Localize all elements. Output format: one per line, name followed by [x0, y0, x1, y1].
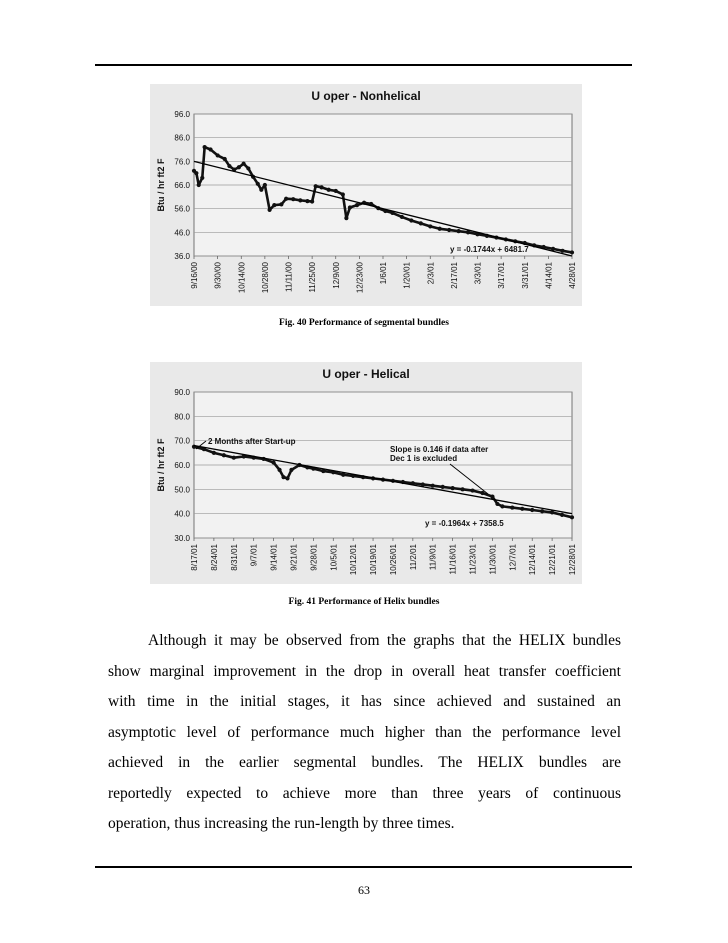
data-point: [460, 487, 464, 491]
data-point: [272, 203, 276, 207]
data-point: [227, 164, 231, 168]
data-point: [242, 162, 246, 166]
chart-nonhelical: [150, 84, 582, 306]
x-tick-label: 1/20/01: [402, 262, 412, 289]
top-rule: [95, 64, 632, 66]
data-point: [310, 199, 314, 203]
bottom-rule: [95, 866, 632, 868]
x-tick-label: 2/17/01: [449, 262, 459, 289]
data-point: [216, 153, 220, 157]
data-point: [237, 165, 241, 169]
data-point: [334, 189, 338, 193]
x-tick-label: 2/3/01: [426, 262, 436, 285]
data-point: [480, 491, 484, 495]
data-point: [447, 228, 451, 232]
y-tick-label: 46.0: [174, 228, 190, 238]
data-point: [285, 476, 289, 480]
data-point: [263, 183, 267, 187]
data-point: [279, 202, 283, 206]
data-point: [344, 216, 348, 220]
x-tick-label: 11/16/01: [448, 544, 458, 575]
data-point: [208, 147, 212, 151]
data-point: [540, 509, 544, 513]
x-tick-label: 12/21/01: [548, 544, 558, 576]
x-tick-label: 12/14/01: [528, 544, 538, 576]
data-point: [222, 453, 226, 457]
data-point: [259, 188, 263, 192]
data-point: [560, 249, 564, 253]
data-point: [470, 488, 474, 492]
y-axis-label: Btu / hr ft2 F: [156, 438, 166, 492]
x-tick-label: 12/28/01: [568, 544, 577, 576]
x-tick-label: 10/12/01: [349, 544, 359, 576]
data-point: [520, 507, 524, 511]
x-tick-label: 9/21/01: [289, 544, 299, 571]
data-point: [500, 504, 504, 508]
x-tick-label: 1/6/01: [379, 262, 388, 285]
data-point: [281, 475, 285, 479]
x-tick-label: 12/23/00: [355, 262, 365, 294]
data-point: [284, 197, 288, 201]
trendline-equation: y = -0.1964x + 7358.5: [425, 519, 504, 528]
x-tick-label: 11/9/01: [428, 544, 438, 571]
chart-title: U oper - Helical: [322, 367, 410, 381]
x-tick-label: 12/7/01: [508, 544, 518, 571]
x-tick-label: 8/24/01: [209, 544, 219, 571]
data-point: [560, 513, 564, 517]
data-point: [451, 486, 455, 490]
data-point: [271, 460, 275, 464]
x-tick-label: 11/2/01: [408, 544, 418, 571]
y-tick-label: 40.0: [174, 509, 190, 519]
data-point: [438, 227, 442, 231]
x-tick-label: 11/25/00: [308, 262, 318, 293]
paragraph-line: show marginal improvement in the drop in overall heat transfer coefficient: [108, 662, 621, 680]
y-tick-label: 76.0: [174, 157, 190, 167]
x-tick-label: 3/31/01: [520, 262, 530, 289]
y-tick-label: 90.0: [174, 388, 190, 397]
paragraph-line: operation, thus increasing the run-length by three times.: [108, 815, 455, 832]
y-tick-label: 50.0: [174, 485, 190, 495]
chart-nonhelical-svg: [150, 84, 582, 306]
chart-helical: [150, 362, 582, 584]
x-tick-label: 9/30/00: [213, 262, 223, 289]
data-point: [223, 157, 227, 161]
y-tick-label: 86.0: [174, 133, 190, 143]
paragraph-line: asymptotic level of performance much higher than the performance level: [108, 723, 621, 741]
data-point: [298, 198, 302, 202]
x-tick-label: 4/28/01: [568, 262, 577, 289]
y-tick-label: 96.0: [174, 110, 190, 119]
annotation-slope: Dec 1 is excluded: [390, 454, 458, 463]
figure-40-caption: Fig. 40 Performance of segmental bundles: [279, 318, 449, 328]
data-point: [400, 215, 404, 219]
data-point: [341, 192, 345, 196]
x-tick-label: 3/3/01: [473, 262, 483, 285]
data-point: [314, 184, 318, 188]
data-point: [355, 203, 359, 207]
x-tick-label: 12/9/00: [331, 262, 341, 289]
data-point: [268, 208, 272, 212]
x-tick-label: 4/14/01: [544, 262, 554, 289]
data-point: [291, 197, 295, 201]
data-point: [441, 485, 445, 489]
data-point: [327, 188, 331, 192]
y-tick-label: 30.0: [174, 534, 190, 543]
data-point: [510, 505, 514, 509]
data-point: [212, 451, 216, 455]
x-tick-label: 9/7/01: [249, 544, 259, 567]
y-axis-label: Btu / hr ft2 F: [156, 158, 166, 212]
x-tick-label: 11/30/01: [488, 544, 498, 575]
data-point: [194, 171, 198, 175]
data-point: [305, 199, 309, 203]
data-point: [319, 185, 323, 189]
figure-41-caption: Fig. 41 Performance of Helix bundles: [288, 597, 440, 607]
paragraph-line: reportedly expected to achieve more than three years of continuous: [108, 784, 621, 802]
y-tick-label: 70.0: [174, 436, 190, 446]
data-point: [232, 456, 236, 460]
data-point: [431, 484, 435, 488]
x-tick-label: 11/11/00: [284, 262, 294, 292]
paragraph-line: Although it may be observed from the graphs that the HELIX bundles: [148, 632, 621, 649]
data-point: [570, 250, 574, 254]
x-tick-label: 10/19/01: [369, 544, 379, 576]
x-tick-label: 9/14/01: [269, 544, 279, 571]
chart-helical-svg: [150, 362, 582, 584]
chart-title: U oper - Nonhelical: [311, 89, 421, 103]
data-point: [530, 508, 534, 512]
data-point: [409, 218, 413, 222]
annotation-slope: Slope is 0.146 if data after: [390, 445, 489, 454]
data-point: [246, 166, 250, 170]
trendline-equation: y = -0.1744x + 6481.7: [450, 245, 529, 254]
y-tick-label: 56.0: [174, 204, 190, 214]
x-tick-label: 10/5/01: [329, 544, 339, 571]
x-tick-label: 10/14/00: [237, 262, 247, 294]
data-point: [490, 495, 494, 499]
x-tick-label: 9/28/01: [309, 544, 319, 571]
data-point: [197, 183, 201, 187]
data-point: [495, 502, 499, 506]
annotation-startup: 2 Months after Start-up: [208, 437, 296, 446]
x-tick-label: 11/23/01: [468, 544, 478, 575]
data-point: [203, 145, 207, 149]
x-tick-label: 10/28/00: [260, 262, 270, 294]
y-tick-label: 60.0: [174, 461, 190, 470]
data-point: [277, 468, 281, 472]
data-point: [428, 224, 432, 228]
x-tick-label: 3/17/01: [497, 262, 507, 289]
data-point: [419, 221, 423, 225]
data-point: [348, 205, 352, 209]
x-tick-label: 8/31/01: [229, 544, 239, 571]
x-tick-label: 8/17/01: [190, 544, 199, 571]
data-point: [457, 229, 461, 233]
x-tick-label: 10/26/01: [388, 544, 398, 576]
page-number: 63: [358, 883, 370, 897]
data-point: [200, 176, 204, 180]
paragraph-line: achieved in the earlier segmental bundles. The HELIX bundles are: [108, 754, 621, 771]
data-point: [256, 182, 260, 186]
data-point: [289, 468, 293, 472]
y-tick-label: 36.0: [174, 252, 190, 261]
y-tick-label: 80.0: [174, 412, 190, 422]
paragraph-line: with time in the initial stages, it has since achieved and sustained an: [108, 693, 621, 710]
body-paragraph: [108, 626, 621, 840]
data-point: [570, 515, 574, 519]
y-tick-label: 66.0: [174, 181, 190, 190]
x-tick-label: 9/16/00: [190, 262, 199, 289]
